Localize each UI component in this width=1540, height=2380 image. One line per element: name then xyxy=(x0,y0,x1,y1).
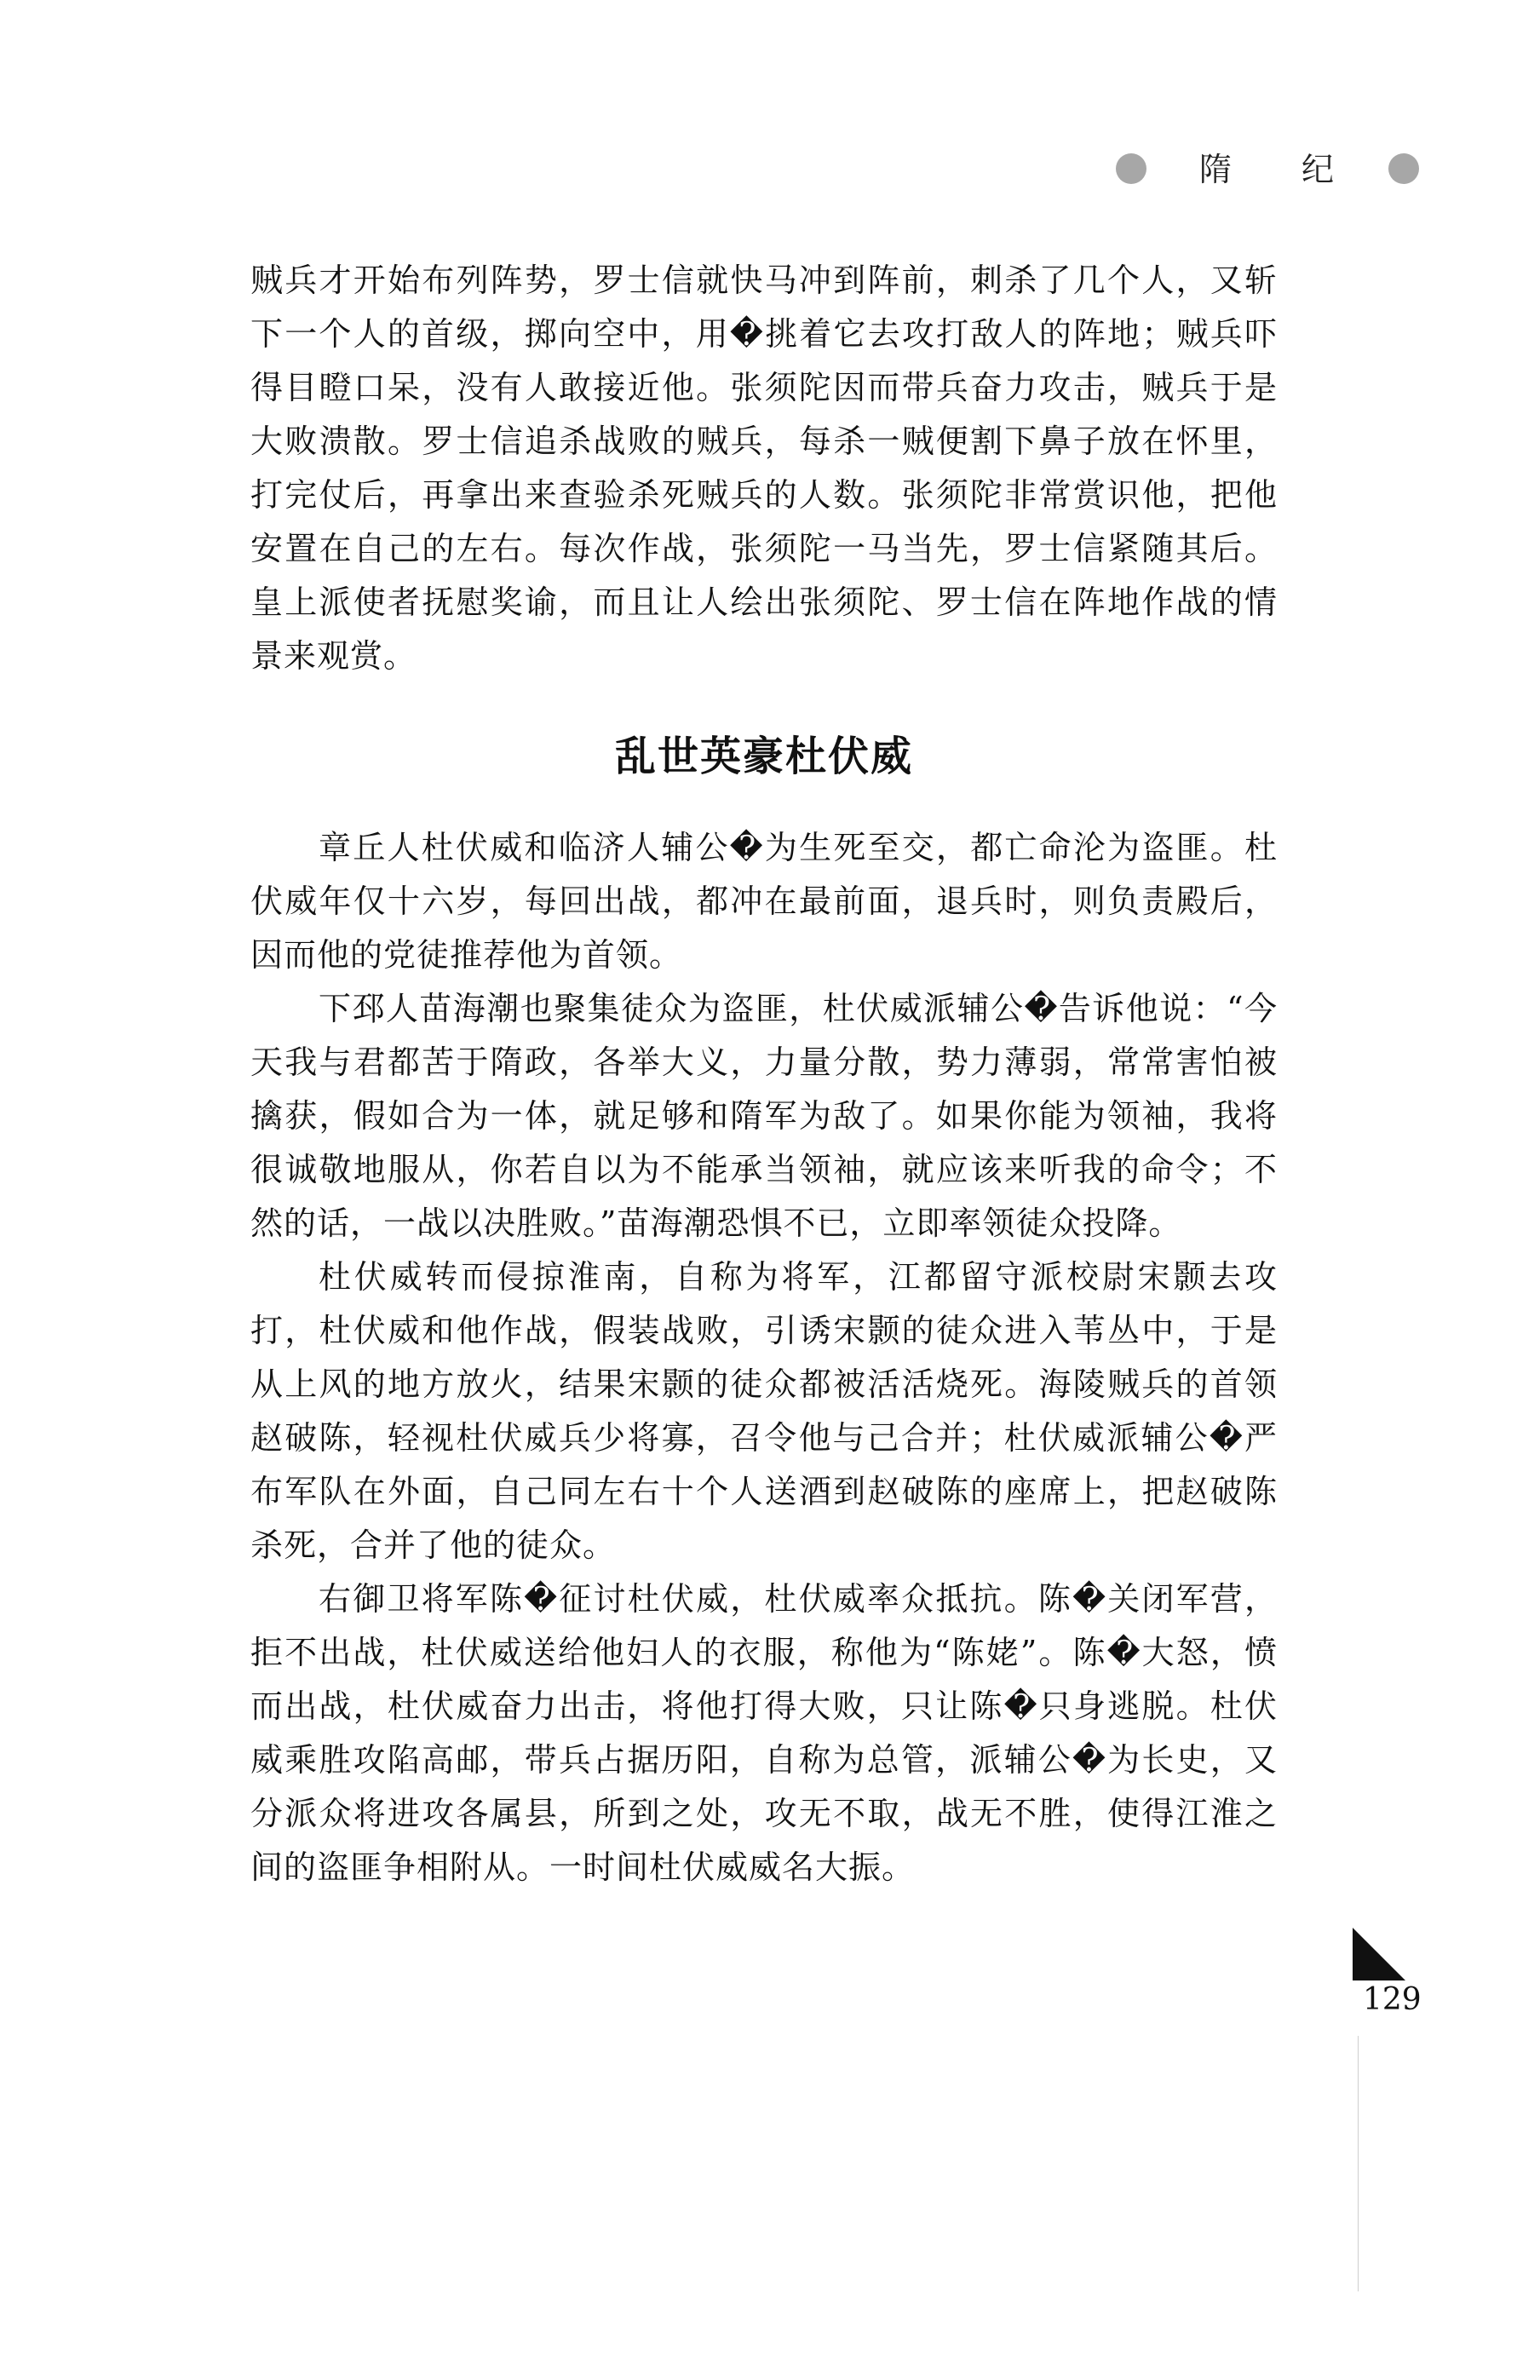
continued-paragraph: 贼兵才开始布列阵势，罗士信就快马冲到阵前，刺杀了几个人，又斩下一个人的首级，掷向空中，用�挑着它去攻打敌人的阵地；贼兵吓得目瞪口呆，没有人敢接近他。张须陀因而带兵奋力攻击，贼兵于是大败溃散。罗士信追杀战败的贼兵，每杀一贼便割下鼻子放在怀里，打完仗后，再拿出来查验杀死贼兵的人数。张须陀非常赏识他，把他安置在自己的左右。每次作战，张须陀一马当先，罗士信紧随其后。皇上派使者抚慰奖谕，而且让人绘出张须陀、罗士信在阵地作战的情景来观赏。 xyxy=(250,262,1278,675)
margin-rule xyxy=(1358,2036,1359,2291)
paragraph-1: 章丘人杜伏威和临济人辅公�为生死至交，都亡命沦为盗匪。杜伏威年仅十六岁，每回出战，都冲在最前面，退兵时，则负责殿后，因而他的党徒推荐他为首领。 xyxy=(250,829,1278,974)
page-body xyxy=(250,254,1278,1894)
header-dot-left xyxy=(1116,153,1146,184)
paragraph-2: 下邳人苗海潮也聚集徒众为盗匪，杜伏威派辅公�告诉他说：“今天我与君都苦于隋政，各举大义，力量分散，势力薄弱，常常害怕被擒获，假如合为一体，就足够和隋军为敌了。如果你能为领袖，我将很诚敬地服从，你若自以为不能承当领袖，就应该来听我的命令；不然的话，一战以决胜败。”苗海潮恐惧不已，立即率领徒众投降。 xyxy=(250,990,1278,1242)
page-corner-marker xyxy=(1353,1928,1405,1980)
header-title-char-1: 隋 xyxy=(1199,151,1233,188)
section-title: 乱世英豪杜伏威 xyxy=(614,733,913,780)
page-number: 129 xyxy=(1363,1982,1422,2017)
header-dot-right xyxy=(1388,153,1419,184)
paragraph-4: 右御卫将军陈�征讨杜伏威，杜伏威率众抵抗。陈�关闭军营，拒不出战，杜伏威送给他妇人的衣服，称他为“陈姥”。陈�大怒，愤而出战，杜伏威奋力出击，将他打得大败，只让陈�只身逃脱。杜伏威乘胜攻陷高邮，带兵占据历阳，自称为总管，派辅公�为长史，又分派众将进攻各属县，所到之处，攻无不取，战无不胜，使得江淮之间的盗匪争相附从。一时间杜伏威威名大振。 xyxy=(250,1580,1278,1886)
running-header xyxy=(1107,147,1431,198)
paragraph-3: 杜伏威转而侵掠淮南，自称为将军，江都留守派校尉宋颢去攻打，杜伏威和他作战，假装战败，引诱宋颢的徒众进入苇丛中，于是从上风的地方放火，结果宋颢的徒众都被活活烧死。海陵贼兵的首领赵破陈，轻视杜伏威兵少将寡，召令他与己合并；杜伏威派辅公�严布军队在外面，自己同左右十个人送酒到赵破陈的座席上，把赵破陈杀死，合并了他的徒众。 xyxy=(250,1258,1278,1564)
header-title-char-2: 纪 xyxy=(1302,151,1335,188)
